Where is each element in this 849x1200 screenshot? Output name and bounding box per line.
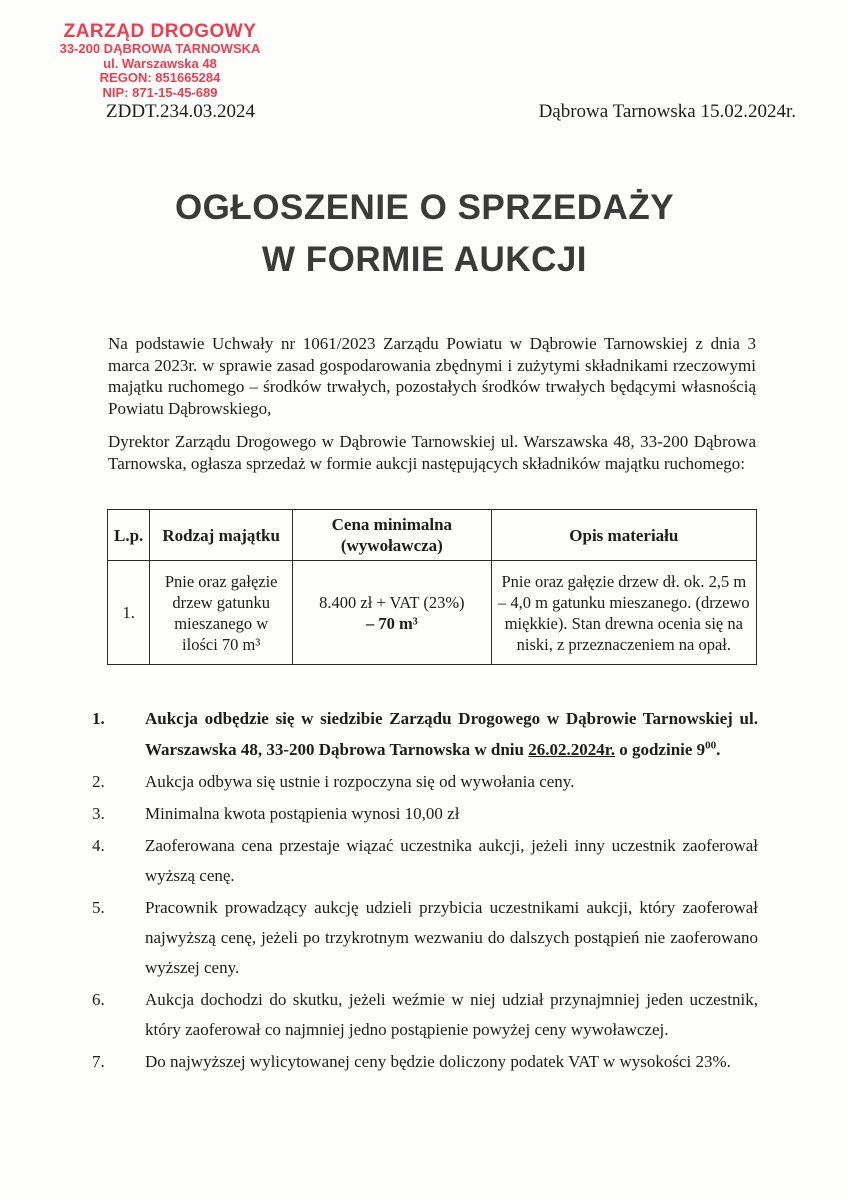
term-text — [145, 703, 758, 765]
term-number: 3. — [92, 804, 105, 823]
cell-cena-price: 8.400 zł + VAT (23%) — [319, 592, 465, 612]
term-item-7 — [92, 1047, 758, 1077]
stamp-address-line1: 33-200 DĄBROWA TARNOWSKA — [59, 41, 261, 56]
term-item-4 — [92, 831, 758, 891]
case-number: ZDDT.234.03.2024 — [106, 101, 255, 122]
cell-lp: 1. — [108, 561, 150, 665]
term-text: Pracownik prowadzący aukcję udzieli przybicia uczestnikami aukcji, który zaoferował najwyższą cenę, jeżeli po trzykrotnym wezwaniu do dalszych postąpień nie zaoferowano wyższej ceny. — [145, 898, 758, 977]
table-header-row — [108, 510, 757, 561]
term1-hour: 9 — [696, 740, 706, 759]
term-item-6 — [92, 985, 758, 1045]
stamp-regon: REGON: 851665284 — [99, 70, 221, 85]
term1-text-before-date: Aukcja odbędzie się w siedzibie Zarządu Drogowego w Dąbrowie Tarnowskiej ul. Warszawska 48, 33-200 Dąbrowa Tarnowska w dniu — [145, 709, 758, 759]
term-item-2 — [92, 767, 758, 797]
term1-auction-date: 26.02.2024r. — [528, 740, 615, 759]
term-item-3 — [92, 799, 758, 829]
table-header-lp: L.p. — [108, 510, 150, 561]
stamp-org-name: ZARZĄD DROGOWY — [63, 21, 257, 42]
intro-paragraph-announcement: Dyrektor Zarządu Drogowego w Dąbrowie Tarnowskiej ul. Warszawska 48, 33-200 Dąbrowa Tarnowska, ogłasza sprzedaż w formie aukcji następujących składników majątku ruchomego: — [108, 432, 756, 473]
page-title-line2: W FORMIE AUKCJI — [261, 240, 588, 279]
cell-opis: Pnie oraz gałęzie drzew dł. ok. 2,5 m – 4,0 m gatunku mieszanego. (drzewo miękkie). Stan drewna ocenia się na niski, z przeznaczeniem na opał. — [491, 561, 756, 665]
cell-rodzaj: Pnie oraz gałęzie drzew gatunku mieszanego w ilości 70 m³ — [150, 561, 293, 665]
term-item-1 — [92, 703, 758, 765]
reference-row — [106, 101, 796, 123]
place-and-date: Dąbrowa Tarnowska 15.02.2024r. — [538, 101, 796, 122]
stamp-address-line2: ul. Warszawska 48 — [103, 55, 217, 71]
table-header-opis: Opis materiału — [491, 510, 756, 561]
table-header-cena-line2: (wywoławcza) — [340, 536, 443, 555]
table-header-cena-line1: Cena minimalna — [331, 515, 453, 534]
sale-items-table — [107, 509, 757, 665]
term-number: 5. — [92, 898, 105, 917]
term-text: Do najwyższej wylicytowanej ceny będzie doliczony podatek VAT w wysokości 23%. — [145, 1052, 731, 1071]
term1-text-after-date: o godzinie — [619, 740, 693, 759]
term-number: 7. — [92, 1052, 105, 1071]
cell-cena — [293, 561, 492, 665]
table-header-rodzaj: Rodzaj majątku — [150, 510, 293, 561]
table-header-cena — [293, 510, 492, 561]
term1-hour-superscript: 00 — [705, 739, 717, 752]
office-stamp — [50, 22, 270, 100]
auction-terms-list — [92, 703, 758, 1079]
stamp-nip: NIP: 871-15-45-689 — [102, 84, 218, 100]
term1-period: . — [716, 740, 721, 759]
page-title-line1: OGŁOSZENIE O SPRZEDAŻY — [174, 188, 675, 227]
page-title — [0, 182, 849, 286]
term-text: Zaoferowana cena przestaje wiązać uczestnika aukcji, jeżeli inny uczestnik zaoferował wyższą cenę. — [145, 836, 758, 885]
term-item-5 — [92, 893, 758, 983]
term-number: 2. — [92, 772, 105, 791]
cell-cena-volume: – 70 m³ — [366, 613, 418, 633]
term-number: 1. — [92, 709, 105, 728]
term-text: Aukcja odbywa się ustnie i rozpoczyna się od wywołania ceny. — [145, 772, 575, 791]
term-text: Aukcja dochodzi do skutku, jeżeli weźmie w niej udział przynajmniej jeden uczestnik, który zaoferował co najmniej jedno postąpienie powyżej ceny wywoławczej. — [145, 990, 758, 1039]
term-number: 4. — [92, 836, 105, 855]
term-text: Minimalna kwota postąpienia wynosi 10,00 zł — [145, 804, 460, 823]
intro-paragraph-legal-basis: Na podstawie Uchwały nr 1061/2023 Zarządu Powiatu w Dąbrowie Tarnowskiej z dnia 3 marca 2023r. w sprawie zasad gospodarowania zbędnymi i zużytymi składnikami rzeczowymi majątku ruchomego – środków trwałych, pozostałych środków trwałych będącymi własnością Powiatu Dąbrowskiego, — [108, 334, 756, 418]
term-number: 6. — [92, 990, 105, 1009]
table-row — [108, 561, 757, 665]
